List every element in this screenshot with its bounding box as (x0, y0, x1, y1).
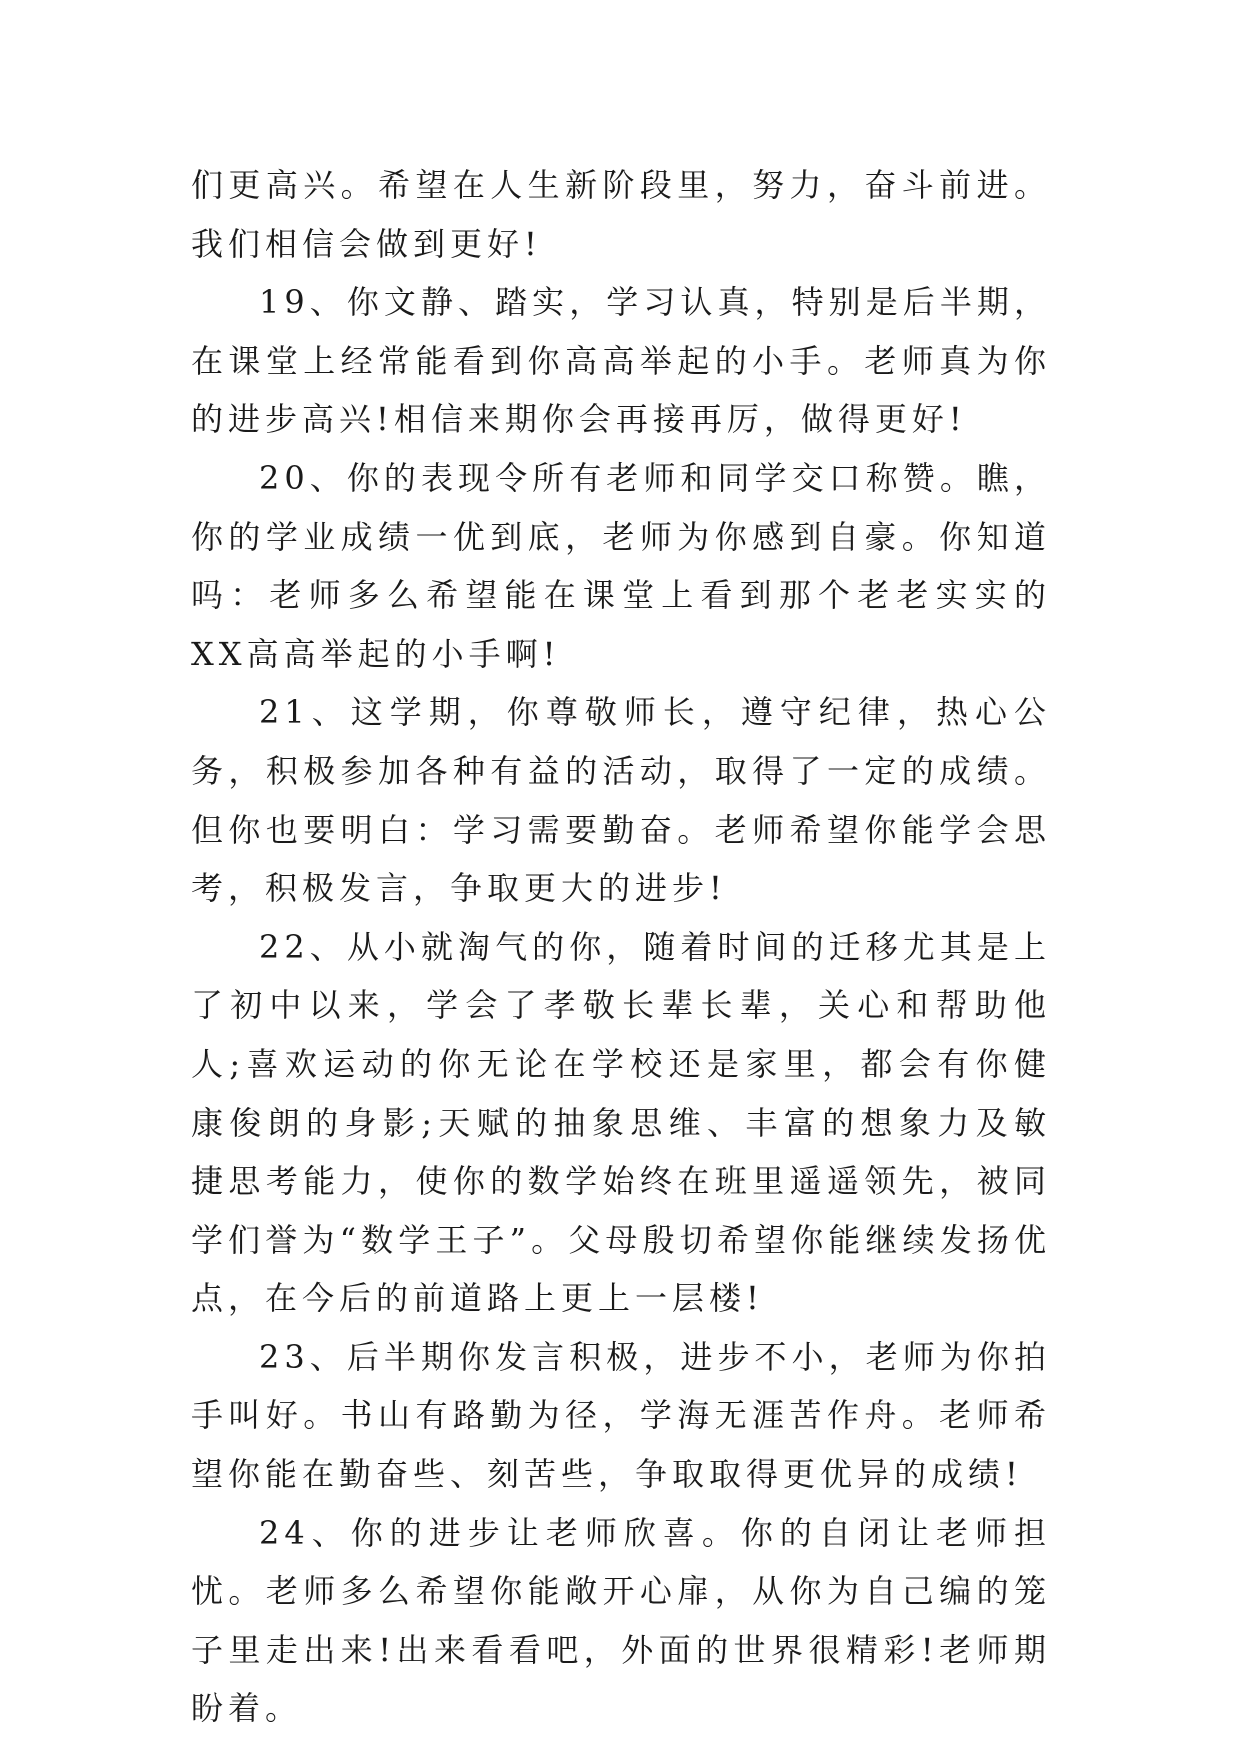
paragraph-continuation: 们更高兴。希望在人生新阶段里，努力，奋斗前进。我们相信会做到更好! (191, 166, 1051, 263)
paragraph-comment-22: 22、从小就淘气的你，随着时间的迁移尤其是上了初中以来，学会了孝敬长辈长辈，关心和帮助他人;喜欢运动的你无论在学校还是家里，都会有你健康俊朗的身影;天赋的抽象思维、丰富的想象力及敏捷思考能力，使你的数学始终在班里遥遥领先，被同学们誉为“数学王子”。父母殷切希望你能继续发扬优点，在今后的前道路上更上一层楼! (191, 927, 1051, 1318)
paragraph-comment-20: 20、你的表现令所有老师和同学交口称赞。瞧，你的学业成绩一优到底，老师为你感到自豪。你知道吗：老师多么希望能在课堂上看到那个老老实实的XX高高举起的小手啊! (191, 458, 1051, 673)
paragraph-comment-21: 21、这学期，你尊敬师长，遵守纪律，热心公务，积极参加各种有益的活动，取得了一定的成绩。但你也要明白：学习需要勤奋。老师希望你能学会思考，积极发言，争取更大的进步! (191, 693, 1051, 908)
paragraph-comment-19: 19、你文静、踏实，学习认真，特别是后半期，在课堂上经常能看到你高高举起的小手。老师真为你的进步高兴!相信来期你会再接再厉，做得更好! (191, 283, 1051, 439)
paragraph-comment-23: 23、后半期你发言积极，进步不小，老师为你拍手叫好。书山有路勤为径，学海无涯苦作舟。老师希望你能在勤奋些、刻苦些，争取取得更优异的成绩! (191, 1337, 1051, 1494)
document-body (191, 156, 1051, 1738)
paragraph-comment-24: 24、你的进步让老师欣喜。你的自闭让老师担忧。老师多么希望你能敞开心扉，从你为自己编的笼子里走出来!出来看看吧，外面的世界很精彩!老师期盼着。 (191, 1513, 1051, 1728)
